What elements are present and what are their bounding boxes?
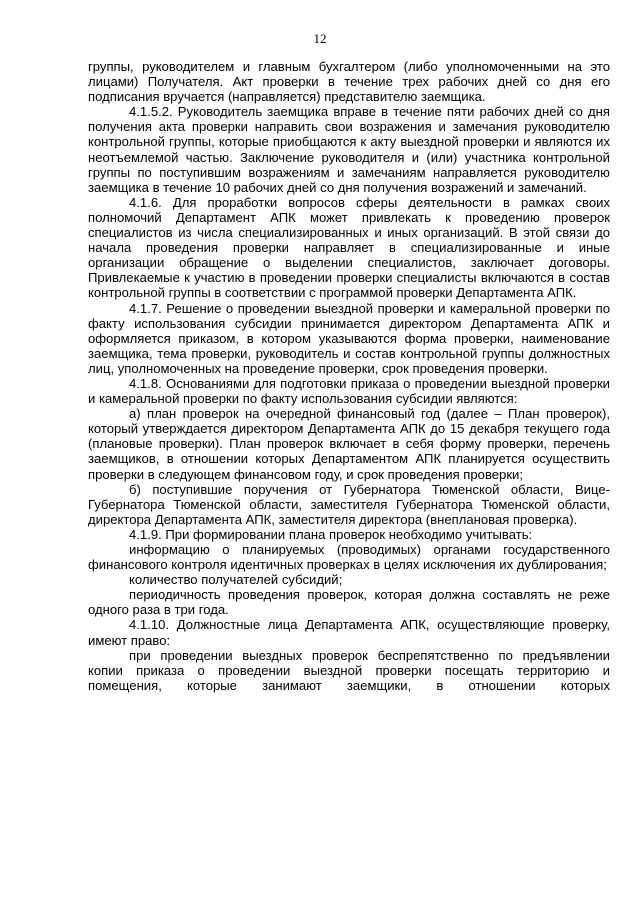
- paragraph-4-1-9-item-2: количество получателей субсидий;: [129, 572, 343, 588]
- paragraph-4-1-8-b: б) поступившие поручения от Губернатора Тюменской области, Вице-Губернатора Тюменской области, заместителя Губернатора Тюменской области, директора Департамента АПК, заместителя директора (внеплановая проверка).: [88, 481, 610, 527]
- paragraph-4-1-10-item-1: при проведении выездных проверок беспрепятственно по предъявлении копии приказа о проведении выездной проверки посещать территорию и помещения, которые занимают заемщики, в отношении которых: [88, 647, 610, 693]
- paragraph-continuation: группы, руководителем и главным бухгалтером (либо уполномоченными на это лицами) Получателя. Акт проверки в течение трех рабочих дней со дня его подписания вручается (направляется) представителю заемщика.: [88, 59, 610, 105]
- paragraph-4-1-5-2: 4.1.5.2. Руководитель заемщика вправе в течение пяти рабочих дней со дня получения акта проверки направить свои возражения и замечания руководителю контрольной группы, которые приобщаются к акту выездной проверки и являются их неотъемлемой частью. Заключение руководителя и (или) участника контрольной группы по поступившим возражениям и замечаниям направляется руководителю заемщика в течение 10 рабочих дней со дня получения возражений и замечаний.: [88, 104, 610, 195]
- paragraph-4-1-6: 4.1.6. Для проработки вопросов сферы деятельности в рамках своих полномочий Департамент АПК может привлекать к проведению проверок специалистов из числа специализированных и иных организаций. В этой связи до начала проведения проверки направляет в специализированные и иные организации обращение о выделении специалистов, заключает договоры. Привлекаемые к участию в проведении проверки специалисты включаются в состав контрольной группы в соответствии с программой проверки Департамента АПК.: [88, 194, 610, 301]
- paragraph-4-1-9-item-3: периодичность проведения проверок, которая должна составлять не реже одного раза в три года.: [88, 587, 610, 618]
- page-number: 12: [313, 31, 327, 46]
- paragraph-4-1-9-item-1: информацию о планируемых (проводимых) органами государственного финансового контроля идентичных проверках в целях исключения их дублирования;: [88, 542, 610, 573]
- document-body: [88, 59, 610, 693]
- paragraph-4-1-8-a: а) план проверок на очередной финансовый год (далее – План проверок), который утверждается директором Департамента АПК до 15 декабря текущего года (плановые проверки). План проверок включает в себя форму проверки, перечень заемщиков, в отношении которых Департаментом АПК планируется осуществить проверки в следующем финансовом году, и срок проведения проверки;: [88, 406, 610, 482]
- paragraph-4-1-8: 4.1.8. Основаниями для подготовки приказа о проведении выездной проверки и камеральной проверки по факту использования субсидии являются:: [88, 375, 610, 407]
- paragraph-4-1-10: 4.1.10. Должностные лица Департамента АПК, осуществляющие проверку, имеют право:: [88, 617, 610, 648]
- paragraph-4-1-7: 4.1.7. Решение о проведении выездной проверки и камеральной проверки по факту использования субсидии принимается директором Департамента АПК и оформляется приказом, в котором указываются форма проверки, наименование заемщика, тема проверки, руководитель и состав контрольной группы должностных лиц, уполномоченных на проведение проверки, срок проведения проверки.: [88, 300, 610, 376]
- paragraph-4-1-9: 4.1.9. При формировании плана проверок необходимо учитывать:: [129, 526, 533, 542]
